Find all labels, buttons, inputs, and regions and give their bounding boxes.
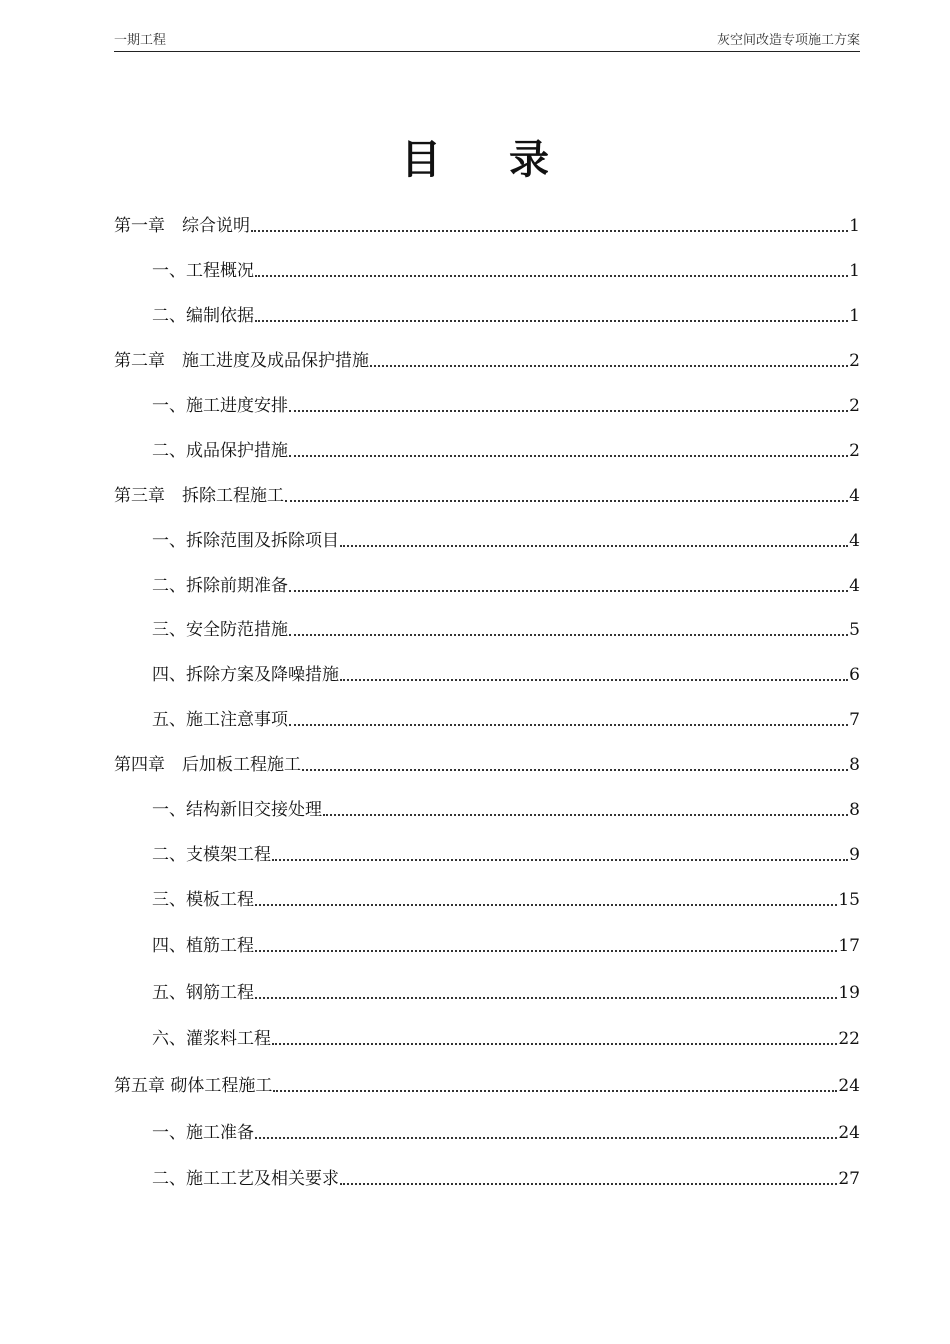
toc-section-entry[interactable]: [114, 526, 860, 552]
toc-page-number: 1: [849, 306, 860, 326]
toc-dot-leader: [302, 769, 848, 771]
header-document-title: 灰空间改造专项施工方案: [716, 33, 860, 48]
toc-entry-text: 六、灌浆料工程: [152, 1029, 271, 1049]
toc-section-entry[interactable]: [114, 885, 860, 911]
toc-entry-text: 一、工程概况: [152, 261, 254, 281]
toc-page-number: 8: [849, 755, 860, 775]
toc-dot-leader: [340, 1183, 837, 1185]
toc-dot-leader: [251, 230, 848, 232]
toc-entry-text: 一、拆除范围及拆除项目: [152, 531, 339, 551]
toc-entry-text: 二、成品保护措施: [152, 441, 288, 461]
toc-page-number: 2: [849, 441, 860, 461]
toc-page-number: 8: [849, 800, 860, 820]
toc-section-entry[interactable]: [114, 301, 860, 327]
toc-section-entry[interactable]: [114, 931, 860, 957]
toc-dot-leader: [289, 590, 848, 592]
toc-chapter-entry[interactable]: [114, 211, 860, 237]
toc-dot-leader: [273, 1090, 837, 1092]
toc-page-number: 1: [849, 216, 860, 236]
toc-page-number: 4: [849, 576, 860, 596]
toc-entry-text: 第二章 施工进度及成品保护措施: [114, 351, 369, 371]
toc-dot-leader: [255, 320, 848, 322]
toc-page-number: 4: [849, 531, 860, 551]
toc-dot-leader: [272, 859, 848, 861]
toc-section-entry[interactable]: [114, 978, 860, 1004]
toc-page-number: 4: [849, 486, 860, 506]
toc-chapter-entry[interactable]: [114, 750, 860, 776]
toc-entry-text: 第四章 后加板工程施工: [114, 755, 301, 775]
toc-dot-leader: [255, 997, 837, 999]
toc-page-number: 15: [838, 890, 860, 910]
toc-page-number: 19: [838, 983, 860, 1003]
toc-dot-leader: [340, 679, 848, 681]
toc-section-entry[interactable]: [114, 436, 860, 462]
toc-entry-text: 四、植筋工程: [152, 936, 254, 956]
toc-dot-leader: [255, 904, 837, 906]
toc-section-entry[interactable]: [114, 1164, 860, 1190]
toc-page-number: 24: [838, 1076, 860, 1096]
toc-entry-text: 第五章 砌体工程施工: [114, 1076, 273, 1096]
toc-entry-text: 一、施工进度安排: [152, 396, 288, 416]
toc-entry-text: 二、编制依据: [152, 306, 254, 326]
toc-section-entry[interactable]: [114, 1024, 860, 1050]
toc-page-number: 2: [849, 351, 860, 371]
toc-section-entry[interactable]: [114, 256, 860, 282]
toc-entry-text: 二、支模架工程: [152, 845, 271, 865]
toc-page-number: 2: [849, 396, 860, 416]
toc-chapter-entry[interactable]: [114, 481, 860, 507]
toc-entry-text: 二、拆除前期准备: [152, 576, 288, 596]
toc-dot-leader: [340, 545, 848, 547]
toc-dot-leader: [255, 1137, 837, 1139]
toc-chapter-entry[interactable]: [114, 1071, 860, 1097]
toc-dot-leader: [370, 365, 848, 367]
toc-entry-text: 五、施工注意事项: [152, 710, 288, 730]
table-of-contents: [114, 0, 860, 1344]
toc-dot-leader: [285, 500, 848, 502]
toc-section-entry[interactable]: [114, 705, 860, 731]
toc-section-entry[interactable]: [114, 615, 860, 641]
toc-dot-leader: [289, 455, 848, 457]
toc-page-number: 5: [849, 620, 860, 640]
toc-entry-text: 三、安全防范措施: [152, 620, 288, 640]
toc-section-entry[interactable]: [114, 571, 860, 597]
toc-entry-text: 第一章 综合说明: [114, 216, 250, 236]
toc-section-entry[interactable]: [114, 660, 860, 686]
toc-entry-text: 四、拆除方案及降噪措施: [152, 665, 339, 685]
toc-page-number: 27: [838, 1169, 860, 1189]
toc-page-number: 24: [838, 1123, 860, 1143]
toc-dot-leader: [289, 724, 848, 726]
toc-dot-leader: [272, 1043, 837, 1045]
toc-dot-leader: [255, 275, 848, 277]
toc-section-entry[interactable]: [114, 795, 860, 821]
toc-entry-text: 五、钢筋工程: [152, 983, 254, 1003]
toc-chapter-entry[interactable]: [114, 346, 860, 372]
toc-entry-text: 一、施工准备: [152, 1123, 254, 1143]
toc-entry-text: 二、施工工艺及相关要求: [152, 1169, 339, 1189]
toc-page-number: 17: [838, 936, 860, 956]
toc-page-number: 22: [838, 1029, 860, 1049]
toc-dot-leader: [289, 634, 848, 636]
toc-dot-leader: [289, 410, 848, 412]
toc-dot-leader: [255, 950, 837, 952]
toc-section-entry[interactable]: [114, 840, 860, 866]
toc-entry-text: 一、结构新旧交接处理: [152, 800, 322, 820]
toc-entry-text: 三、模板工程: [152, 890, 254, 910]
toc-section-entry[interactable]: [114, 391, 860, 417]
toc-page-number: 9: [849, 845, 860, 865]
toc-page-number: 7: [849, 710, 860, 730]
toc-title: 目录: [401, 136, 617, 183]
toc-page-number: 6: [849, 665, 860, 685]
toc-section-entry[interactable]: [114, 1118, 860, 1144]
toc-dot-leader: [323, 814, 848, 816]
toc-page-number: 1: [849, 261, 860, 281]
toc-entry-text: 第三章 拆除工程施工: [114, 486, 284, 506]
header-project-name: 一期工程: [114, 33, 167, 48]
